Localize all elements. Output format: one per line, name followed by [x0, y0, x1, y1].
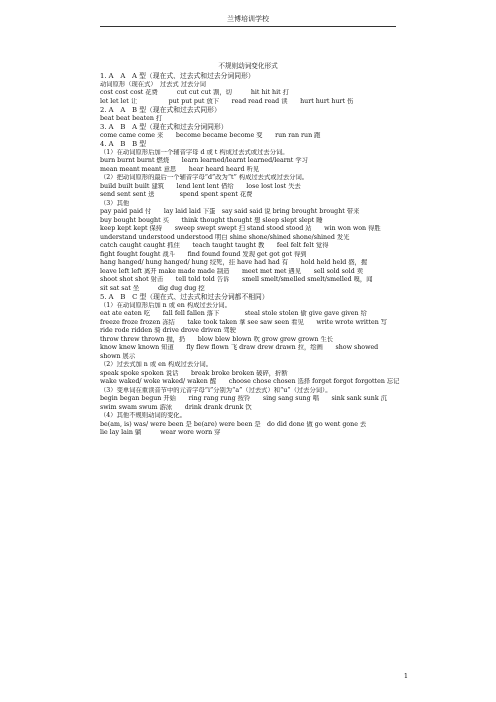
text-line: mean meant meant 意思 hear heard heard 听见	[100, 165, 260, 173]
document-title: 不规则动词变化形式	[218, 62, 278, 70]
header-text: 兰博培训学校	[227, 15, 269, 23]
text-line: buy bought bought 买 think thought thought 想 sleep slept slept 睡	[100, 216, 323, 224]
text-line: keep kept kept 保持 sweep swept swept 扫 stand stood stood 站 win won won 得胜	[100, 225, 381, 232]
text-line: fight fought fought 战斗 find found found 发现 get got got 得到	[100, 250, 307, 258]
section-heading: 2. A A B 型（现在式和过去式同形）	[100, 106, 221, 114]
text-line: speak spoke spoken 说话 break broke broken 破碎，折断	[100, 369, 288, 377]
text-line: burn burnt burnt 燃烧 learn learned/learnt learned/learnt 学习	[100, 157, 308, 164]
page-header	[100, 12, 396, 27]
text-line: begin began begun 开始 ring rang rung 按铃 sing sang sung 唱 sink sank sunk 沉	[100, 395, 387, 402]
text-line: build built built 建筑 lend lent lent 借给 lose lost lost 失去	[100, 182, 301, 190]
text-line: throw threw thrown 抛，扔 blow blew blown 吹 grow grew grown 生长	[100, 335, 334, 343]
text-line: （3）变单词在重读音节中的元音字母“i”分别为“a”（过去式）和“u”（过去分词）。	[100, 386, 332, 394]
text-line: 动词原形（现在式） 过去式 过去分词	[100, 80, 206, 88]
text-line: （2）把动词原形的最后一个辅音字母“d”改为“t” 构成过去式或过去分词。	[100, 174, 309, 181]
text-line: cost cost cost 花费 cut cut cut 割，切 hit hit hit 打	[100, 89, 289, 96]
text-line: catch caught caught 抓住 teach taught taught 教 feel felt felt 觉得	[100, 242, 329, 249]
section-heading: 1. A A A 型（现在式、过去式和过去分词同形）	[100, 72, 255, 80]
text-line: （4）其他不规则动词的变化。	[100, 412, 186, 419]
text-line: pay paid paid 付 lay laid laid 下蛋 say said said 说 bring brought brought 带来	[100, 208, 360, 215]
text-line: beat beat beaten 打	[100, 114, 163, 122]
text-line: know knew known 知道 fly flew flown 飞 draw drew drawn 拉，绘画 show showed shown 展示	[100, 344, 379, 360]
text-line: swim swam swum 游泳 drink drank drunk 饮	[100, 403, 252, 411]
text-line: leave left left 离开 make made made 制造 meet met met 遇见 sell sold sold 卖	[100, 267, 364, 275]
text-line: （2）过去式加 n 或 en 构成过去分词。	[100, 361, 213, 368]
text-line: let let let 让 put put put 放下 read read read 读 hurt hurt hurt 伤	[100, 97, 354, 105]
document-body	[100, 72, 400, 438]
text-line: eat ate eaten 吃 fall fell fallen 落下 steal stole stolen 偷 give gave given 给	[100, 310, 367, 317]
text-line: （3）其他	[100, 199, 130, 207]
text-line: send sent sent 送 spend spent spent 花费	[100, 191, 253, 198]
text-line: sit sat sat 坐 dig dug dug 挖	[100, 284, 205, 292]
text-line: （1）在动词原形后加一个辅音字母 d 或 t 构成过去式或过去分词。	[100, 148, 289, 156]
text-line: come came come 来 become became become 变 run ran run 跑	[100, 131, 321, 139]
section-heading: 3. A B A 型（现在式和过去分词同形）	[100, 123, 228, 131]
text-line: understand understood understood 明白 shine shone/shined shone/shined 发光	[100, 233, 350, 241]
section-heading: 4. A B B 型	[100, 140, 147, 148]
text-line: wake waked/ woke waked/ waken 醒 choose chose chosen 选择 forget forgot forgotten 忘记	[100, 378, 400, 385]
text-line: be(am, is) was/ were been 是 be(are) were been 是 do did done 做 go went gone 去	[100, 420, 367, 428]
text-line: lie lay lain 躺 wear wore worn 穿	[100, 429, 221, 436]
text-line: （1）在动词原形后加 n 或 en 构成过去分词。	[100, 301, 231, 309]
text-line: hang hanged/ hung hanged/ hung 绞死，挂 have had had 有 hold held held 盛，握	[100, 259, 368, 266]
text-line: freeze froze frozen 冻结 take took taken 拿 see saw seen 看见 write wrote written 写	[100, 318, 388, 326]
text-line: ride rode ridden 骑 drive drove driven 驾驶	[100, 327, 236, 334]
page-number: 1	[403, 672, 408, 680]
section-heading: 5. A B C 型（现在式、过去式和过去分词都不相同）	[100, 293, 269, 301]
text-line: shoot shot shot 射击 tell told told 告诉 smell smelt/smelled smelt/smelled 嗅，闻	[100, 276, 373, 283]
